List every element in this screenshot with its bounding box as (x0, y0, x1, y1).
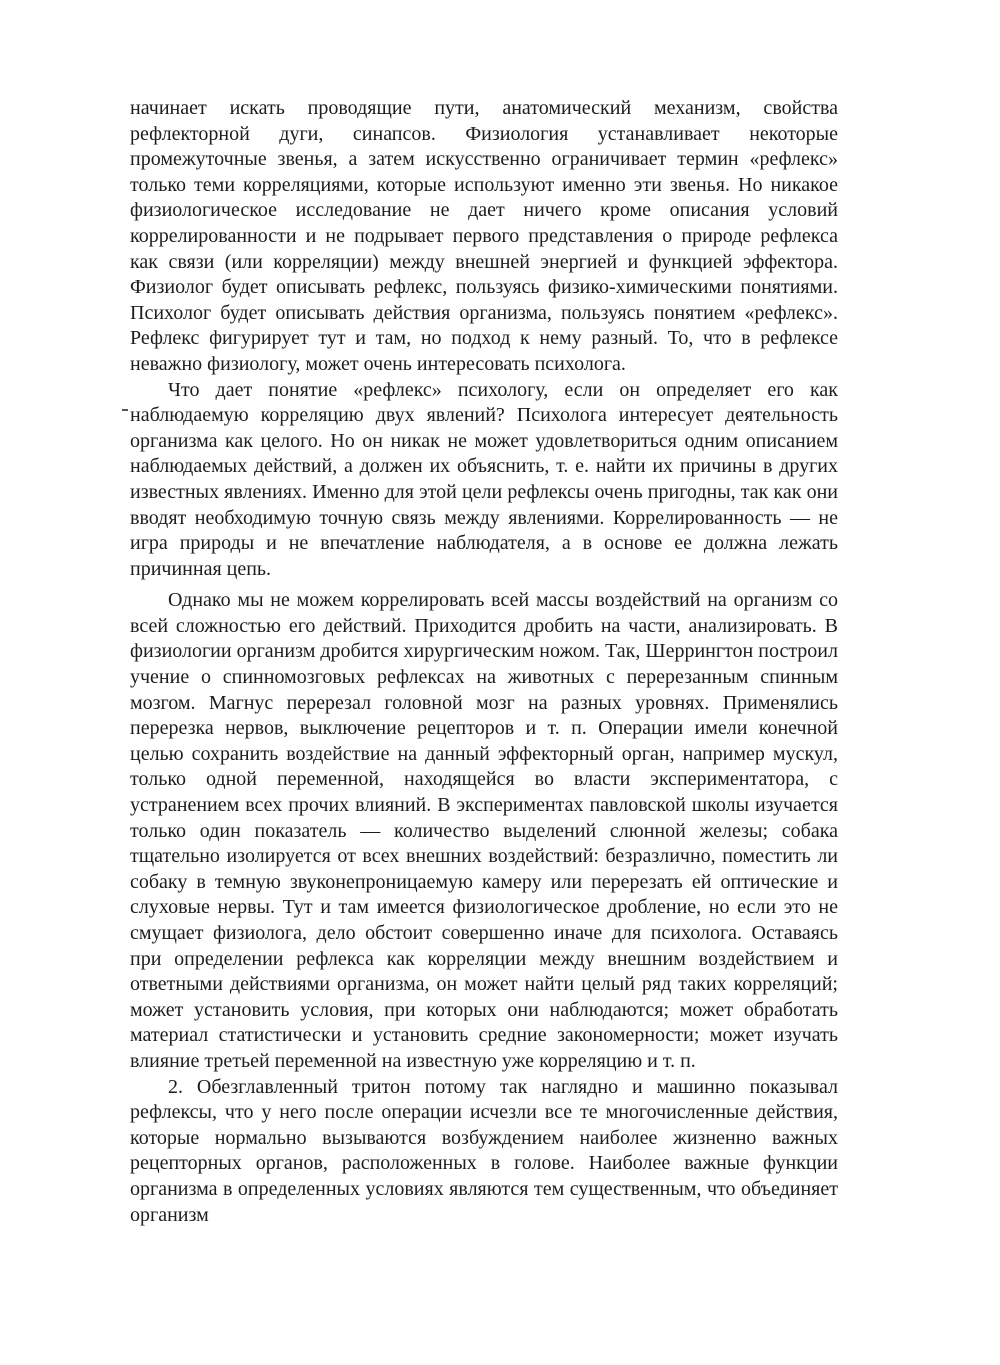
paragraph-fragmentation: Однако мы не можем коррелировать всей массы воздействий на организм со всей сложностью его действий. Приходится дробить на части, анализировать. В физиологии организм дробится хирургическим ножом. Так, Шеррингтон построил учение о спинномозговых рефлексах на животных с перерезанным спинным мозгом. Магнус перерезал головной мозг на разных уровнях. Применялись перерезка нервов, выключение рецепторов и т. п. Операции имели конечной целью сохранить воздействие на данный эффекторный орган, например мускул, только одной переменной, находящейся во власти экспериментатора, с устранением всех прочих влияний. В экспериментах павловской школы изучается только один показатель — количество выделений слюнной железы; собака тщательно изолируется от всех внешних воздействий: безразлично, поместить ли собаку в темную звуконепроницаемую камеру или перерезать ей оптические и слуховые нервы. Тут и там имеется физиологическое дробление, но если это не смущает физиолога, дело обстоит совершенно иначе для психолога. Оставаясь при определении рефлекса как корреляции между внешним воздействием и ответными действиями организма, он может найти целый ряд таких корреляций; может установить условия, при которых они наблюдаются; может обработать материал статистически и установить средние закономерности; может изучать влияние третьей переменной на известную уже корреляцию и т. п. (130, 589, 838, 1072)
stray-print-mark (122, 409, 128, 411)
paragraph-reflex-for-psychologist: Что дает понятие «рефлекс» психологу, если он определяет его как наблюдаемую корреляцию двух явлений? Психолога интересует деятельность организма как целого. Но он никак не может удовлетвориться одним описанием наблюдаемых действий, а должен их объяснить, т. е. найти их причины в других известных явлениях. Именно для этой цели рефлексы очень пригодны, так как они вводят необходимую точную связь между явлениями. Коррелированность — не игра природы и не впечатление наблюдателя, а в основе ее должна лежать причинная цепь. (130, 378, 838, 580)
paragraph-continuation: начинает искать проводящие пути, анатомический механизм, свойства рефлекторной дуги, синапсов. Физиология устанавливает некоторые промежуточные звенья, а затем искусственно ограничивает термин «рефлекс» только теми корреляциями, которые используют именно эти звенья. Но никакое физиологическое исследование не дает ничего кроме описания условий коррелированности и не подрывает первого представления о природе рефлекса как связи (или корреляции) между внешней энергией и функцией эффектора. Физиолог будет описывать рефлекс, пользуясь физико-химическими понятиями. Психолог будет описывать действия организма, пользуясь понятием «рефлекс». Рефлекс фигурирует тут и там, но подход к нему разный. То, что в рефлексе неважно физиологу, может очень интересовать психолога. (130, 97, 838, 375)
page-text-block (130, 96, 838, 1228)
paragraph-decapitated-triton: 2. Обезглавленный тритон потому так наглядно и машинно показывал рефлексы, что у него после операции исчезли все те многочисленные действия, которые нормально вызываются возбуждением наиболее жизненно важных рецепторных органов, расположенных в голове. Наиболее важные функции организма в определенных условиях являются тем существенным, что объединяет организм (130, 1075, 838, 1226)
